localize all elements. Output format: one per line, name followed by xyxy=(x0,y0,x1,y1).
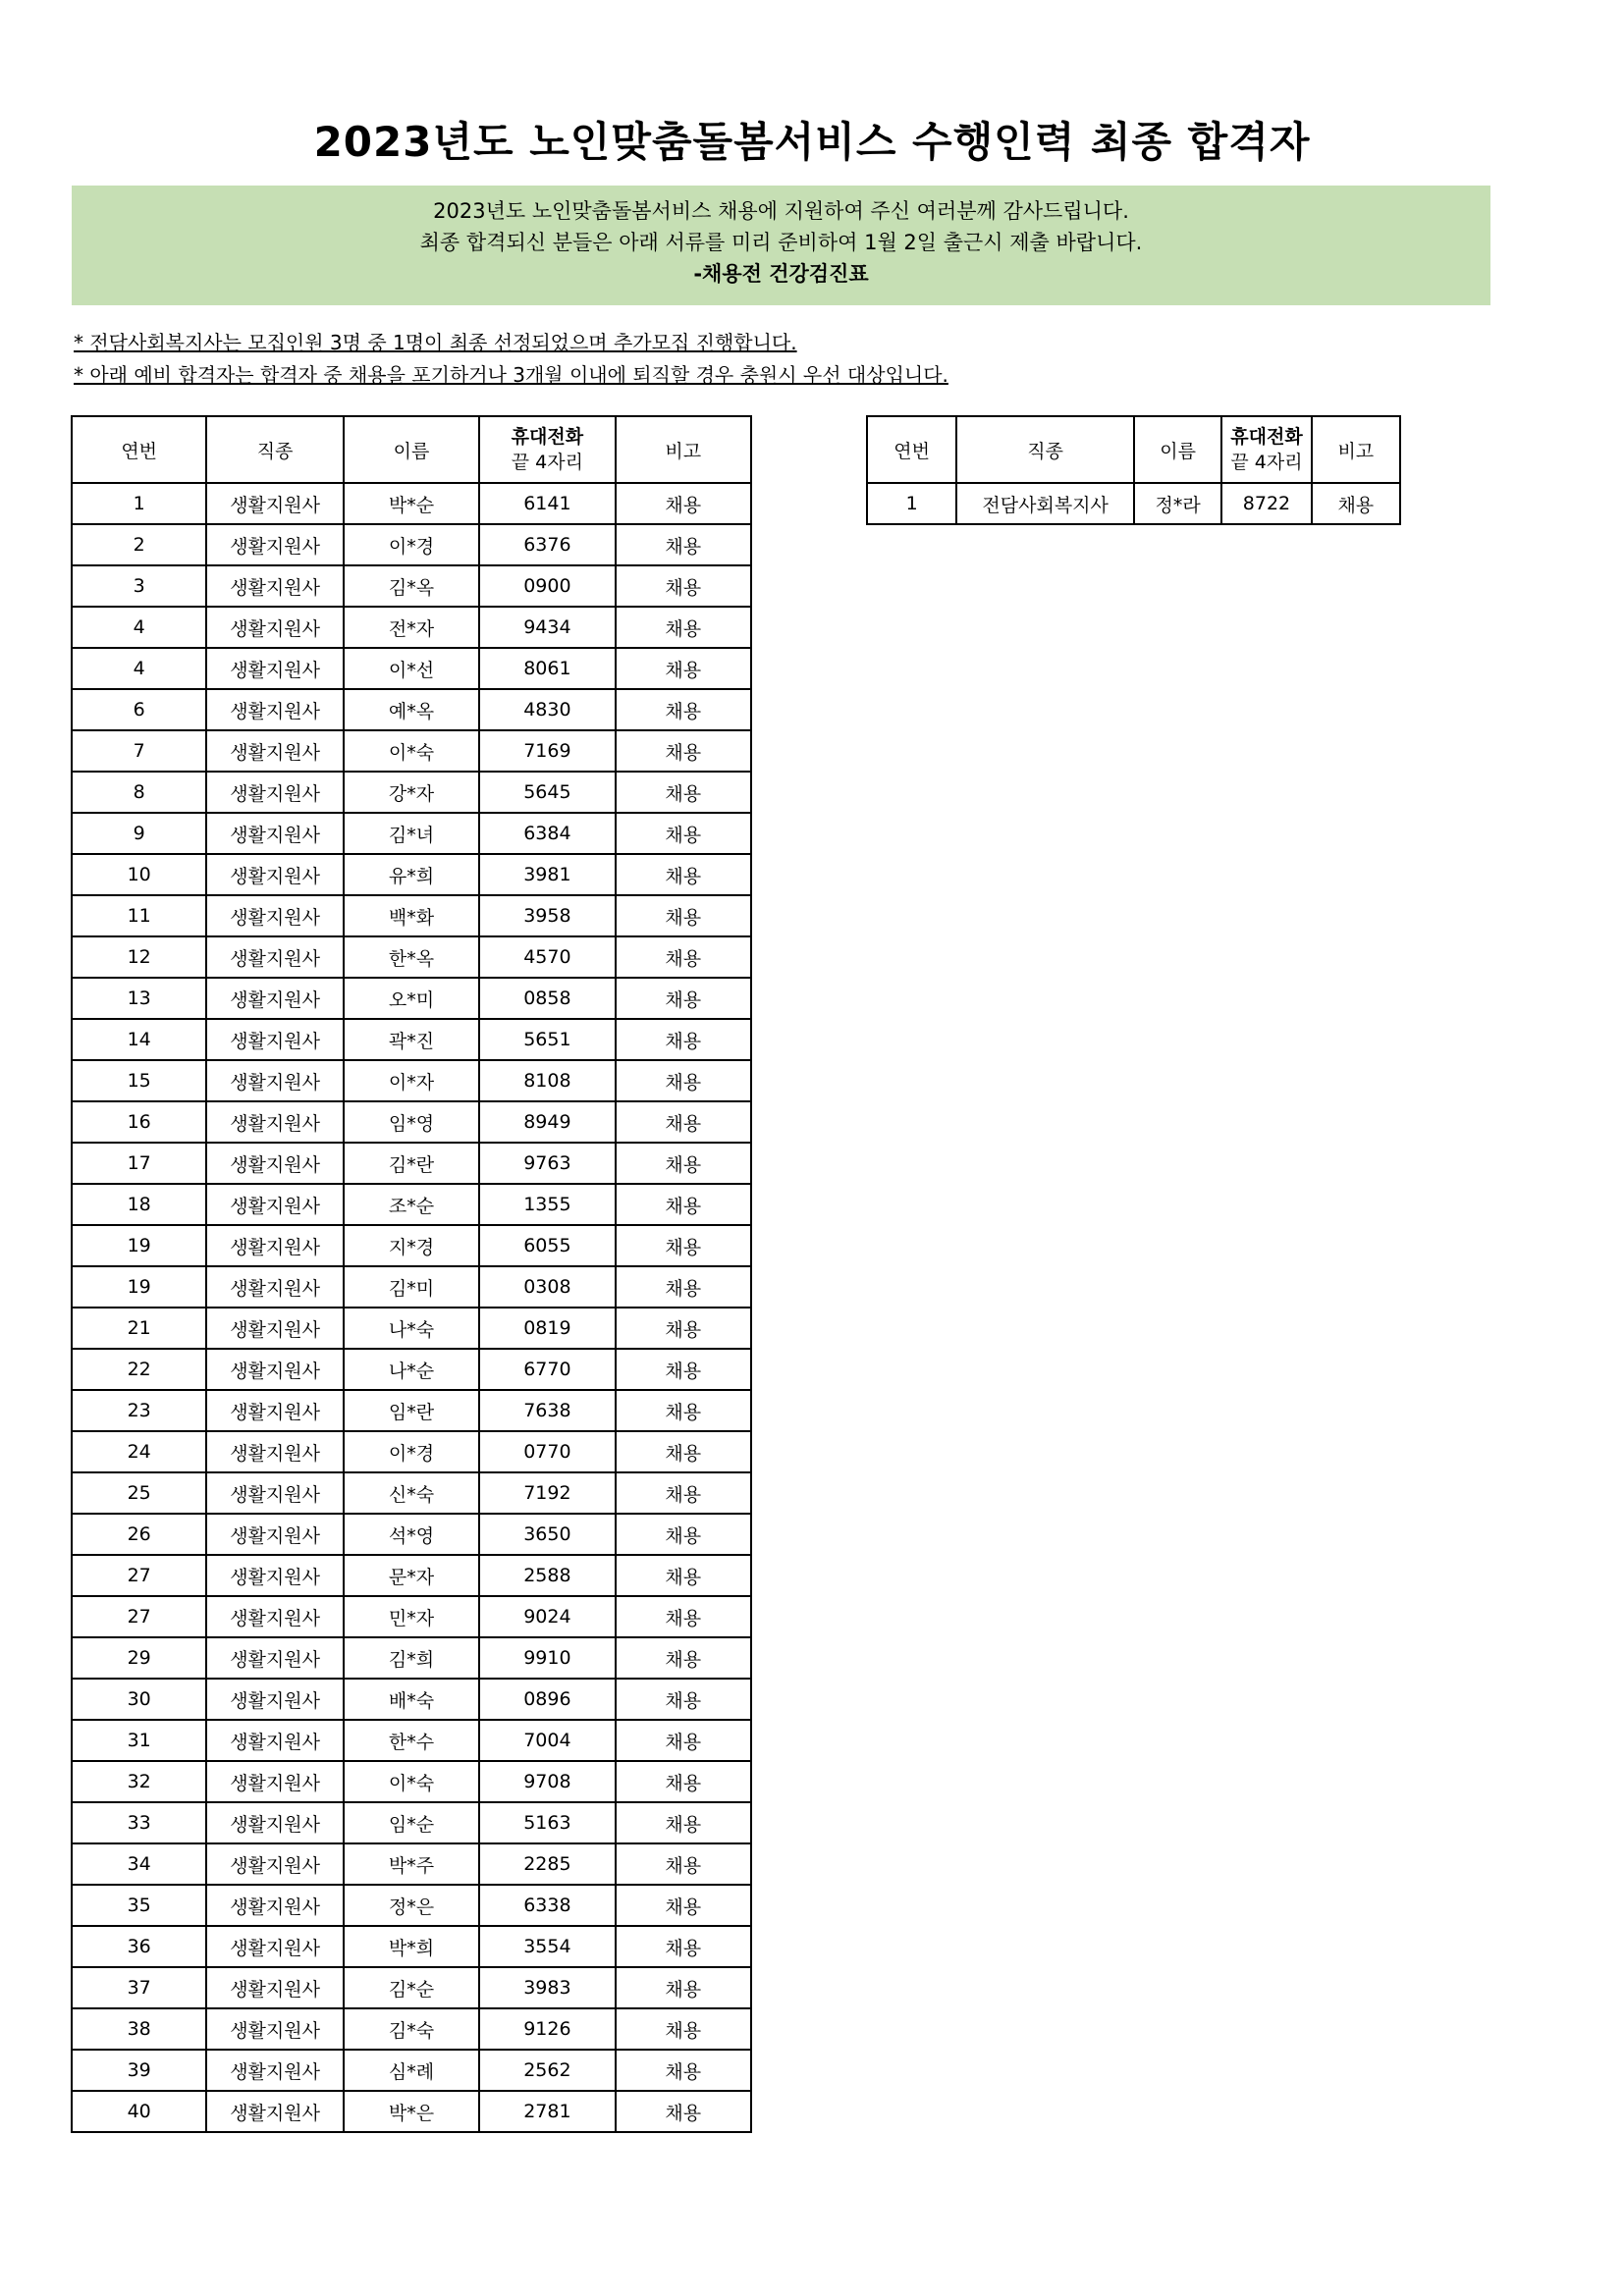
cell-name: 임*영 xyxy=(344,1101,479,1143)
cell-job: 생활지원사 xyxy=(206,1390,343,1431)
cell-phone: 5651 xyxy=(479,1019,615,1060)
cell-name: 문*자 xyxy=(344,1555,479,1596)
cell-no: 22 xyxy=(72,1349,206,1390)
cell-remark: 채용 xyxy=(616,1761,751,1802)
cell-remark: 채용 xyxy=(616,2008,751,2050)
table-row xyxy=(72,2050,751,2091)
cell-remark: 채용 xyxy=(616,607,751,648)
cell-remark: 채용 xyxy=(616,1926,751,1967)
cell-remark: 채용 xyxy=(616,1596,751,1637)
cell-remark: 채용 xyxy=(616,1555,751,1596)
cell-phone: 7192 xyxy=(479,1472,615,1514)
cell-remark: 채용 xyxy=(616,1720,751,1761)
cell-no: 3 xyxy=(72,565,206,607)
cell-no: 34 xyxy=(72,1843,206,1885)
cell-name: 정*라 xyxy=(1134,483,1221,524)
cell-job: 생활지원사 xyxy=(206,2008,343,2050)
cell-no: 1 xyxy=(72,483,206,524)
cell-job: 생활지원사 xyxy=(206,1555,343,1596)
cell-remark: 채용 xyxy=(616,1431,751,1472)
cell-no: 12 xyxy=(72,936,206,978)
cell-no: 21 xyxy=(72,1308,206,1349)
page-title: 2023년도 노인맞춤돌봄서비스 수행인력 최종 합격자 xyxy=(313,118,1311,166)
cell-no: 16 xyxy=(72,1101,206,1143)
cell-name: 이*선 xyxy=(344,648,479,689)
table-row xyxy=(72,648,751,689)
table-row xyxy=(72,936,751,978)
cell-name: 정*은 xyxy=(344,1885,479,1926)
cell-phone: 8108 xyxy=(479,1060,615,1101)
table-row xyxy=(72,1761,751,1802)
side-header-no: 연번 xyxy=(867,416,956,483)
notice-line-3: -채용전 건강검진표 xyxy=(693,262,869,286)
cell-no: 15 xyxy=(72,1060,206,1101)
cell-no: 27 xyxy=(72,1596,206,1637)
cell-no: 4 xyxy=(72,648,206,689)
cell-no: 8 xyxy=(72,772,206,813)
side-header-phone-line1: 휴대전화 xyxy=(1230,426,1303,448)
table-row xyxy=(72,1472,751,1514)
cell-name: 이*경 xyxy=(344,524,479,565)
table-row xyxy=(72,1802,751,1843)
cell-phone: 8722 xyxy=(1221,483,1311,524)
cell-remark: 채용 xyxy=(616,1143,751,1184)
cell-phone: 0819 xyxy=(479,1308,615,1349)
table-row xyxy=(72,1596,751,1637)
cell-name: 곽*진 xyxy=(344,1019,479,1060)
cell-remark: 채용 xyxy=(616,1266,751,1308)
cell-remark: 채용 xyxy=(616,1349,751,1390)
side-header-phone-line2: 끝 4자리 xyxy=(1230,452,1303,473)
side-table-header xyxy=(867,416,1400,483)
cell-job: 생활지원사 xyxy=(206,1431,343,1472)
cell-phone: 4830 xyxy=(479,689,615,730)
header-name: 이름 xyxy=(344,416,479,483)
side-header-name: 이름 xyxy=(1134,416,1221,483)
cell-no: 37 xyxy=(72,1967,206,2008)
cell-remark: 채용 xyxy=(616,1637,751,1679)
cell-phone: 2285 xyxy=(479,1843,615,1885)
cell-job: 생활지원사 xyxy=(206,1184,343,1225)
cell-remark: 채용 xyxy=(616,1060,751,1101)
cell-no: 10 xyxy=(72,854,206,895)
cell-phone: 3554 xyxy=(479,1926,615,1967)
table-row xyxy=(72,689,751,730)
cell-no: 19 xyxy=(72,1266,206,1308)
cell-phone: 7169 xyxy=(479,730,615,772)
cell-phone: 9024 xyxy=(479,1596,615,1637)
cell-remark: 채용 xyxy=(616,730,751,772)
table-row xyxy=(72,1720,751,1761)
cell-job: 생활지원사 xyxy=(206,1926,343,1967)
cell-job: 생활지원사 xyxy=(206,1060,343,1101)
cell-remark: 채용 xyxy=(616,1390,751,1431)
cell-no: 25 xyxy=(72,1472,206,1514)
cell-remark: 채용 xyxy=(616,936,751,978)
cell-job: 생활지원사 xyxy=(206,1143,343,1184)
cell-no: 6 xyxy=(72,689,206,730)
cell-remark: 채용 xyxy=(616,1802,751,1843)
table-row xyxy=(72,730,751,772)
cell-name: 임*순 xyxy=(344,1802,479,1843)
table-row xyxy=(72,1019,751,1060)
table-row xyxy=(72,895,751,936)
cell-phone: 9126 xyxy=(479,2008,615,2050)
table-row xyxy=(72,1308,751,1349)
table-row xyxy=(72,1225,751,1266)
cell-remark: 채용 xyxy=(616,1885,751,1926)
cell-phone: 6770 xyxy=(479,1349,615,1390)
cell-name: 한*옥 xyxy=(344,936,479,978)
cell-job: 생활지원사 xyxy=(206,895,343,936)
cell-name: 박*순 xyxy=(344,483,479,524)
cell-job: 생활지원사 xyxy=(206,524,343,565)
cell-name: 이*자 xyxy=(344,1060,479,1101)
cell-remark: 채용 xyxy=(616,648,751,689)
cell-no: 33 xyxy=(72,1802,206,1843)
table-row xyxy=(72,1143,751,1184)
cell-job: 생활지원사 xyxy=(206,483,343,524)
cell-no: 11 xyxy=(72,895,206,936)
cell-phone: 1355 xyxy=(479,1184,615,1225)
cell-name: 유*희 xyxy=(344,854,479,895)
cell-name: 배*숙 xyxy=(344,1679,479,1720)
cell-name: 김*숙 xyxy=(344,2008,479,2050)
table-row xyxy=(72,1843,751,1885)
cell-name: 오*미 xyxy=(344,978,479,1019)
main-table-header xyxy=(72,416,751,483)
cell-remark: 채용 xyxy=(616,1019,751,1060)
table-row xyxy=(72,2091,751,2132)
cell-no: 17 xyxy=(72,1143,206,1184)
cell-name: 나*숙 xyxy=(344,1308,479,1349)
table-row xyxy=(72,2008,751,2050)
cell-phone: 3983 xyxy=(479,1967,615,2008)
cell-remark: 채용 xyxy=(616,524,751,565)
cell-phone: 7004 xyxy=(479,1720,615,1761)
cell-no: 26 xyxy=(72,1514,206,1555)
cell-job: 생활지원사 xyxy=(206,936,343,978)
cell-remark: 채용 xyxy=(616,2050,751,2091)
cell-job: 생활지원사 xyxy=(206,772,343,813)
table-row xyxy=(72,772,751,813)
table-row xyxy=(72,1431,751,1472)
header-phone-line2: 끝 4자리 xyxy=(511,452,583,473)
table-row xyxy=(72,1101,751,1143)
cell-no: 19 xyxy=(72,1225,206,1266)
cell-remark: 채용 xyxy=(616,1472,751,1514)
header-phone xyxy=(479,416,615,483)
cell-remark: 채용 xyxy=(616,1679,751,1720)
cell-phone: 0896 xyxy=(479,1679,615,1720)
note-1: * 전담사회복지사는 모집인원 3명 중 1명이 최종 선정되었으며 추가모집 진행합니다. xyxy=(74,331,797,354)
cell-no: 40 xyxy=(72,2091,206,2132)
table-row xyxy=(72,1184,751,1225)
cell-no: 29 xyxy=(72,1637,206,1679)
table-row xyxy=(72,1349,751,1390)
cell-no: 13 xyxy=(72,978,206,1019)
cell-phone: 8061 xyxy=(479,648,615,689)
cell-job: 생활지원사 xyxy=(206,2091,343,2132)
cell-job: 생활지원사 xyxy=(206,813,343,854)
cell-job: 생활지원사 xyxy=(206,730,343,772)
table-row xyxy=(72,978,751,1019)
cell-remark: 채용 xyxy=(616,854,751,895)
cell-phone: 5645 xyxy=(479,772,615,813)
cell-remark: 채용 xyxy=(616,1967,751,2008)
notice-box xyxy=(72,186,1490,305)
cell-name: 지*경 xyxy=(344,1225,479,1266)
cell-no: 23 xyxy=(72,1390,206,1431)
cell-remark: 채용 xyxy=(616,1514,751,1555)
cell-phone: 0308 xyxy=(479,1266,615,1308)
cell-phone: 3981 xyxy=(479,854,615,895)
cell-name: 신*숙 xyxy=(344,1472,479,1514)
cell-name: 이*숙 xyxy=(344,730,479,772)
cell-name: 조*순 xyxy=(344,1184,479,1225)
cell-phone: 2588 xyxy=(479,1555,615,1596)
cell-no: 31 xyxy=(72,1720,206,1761)
cell-remark: 채용 xyxy=(616,978,751,1019)
cell-name: 김*미 xyxy=(344,1266,479,1308)
main-table-body xyxy=(72,483,751,2132)
cell-phone: 6055 xyxy=(479,1225,615,1266)
table-row xyxy=(72,1926,751,1967)
cell-name: 이*경 xyxy=(344,1431,479,1472)
cell-remark: 채용 xyxy=(616,1308,751,1349)
cell-name: 석*영 xyxy=(344,1514,479,1555)
cell-phone: 5163 xyxy=(479,1802,615,1843)
cell-job: 생활지원사 xyxy=(206,1266,343,1308)
side-table xyxy=(866,415,1401,525)
table-row xyxy=(72,1679,751,1720)
cell-job: 생활지원사 xyxy=(206,1308,343,1349)
cell-no: 24 xyxy=(72,1431,206,1472)
cell-name: 나*순 xyxy=(344,1349,479,1390)
table-row xyxy=(867,483,1400,524)
cell-job: 생활지원사 xyxy=(206,1967,343,2008)
cell-job: 생활지원사 xyxy=(206,1349,343,1390)
table-row xyxy=(72,1266,751,1308)
cell-name: 임*란 xyxy=(344,1390,479,1431)
cell-name: 박*은 xyxy=(344,2091,479,2132)
cell-name: 김*녀 xyxy=(344,813,479,854)
cell-name: 김*란 xyxy=(344,1143,479,1184)
side-header-remark: 비고 xyxy=(1312,416,1400,483)
cell-remark: 채용 xyxy=(616,2091,751,2132)
cell-job: 생활지원사 xyxy=(206,1514,343,1555)
table-row xyxy=(72,1390,751,1431)
cell-remark: 채용 xyxy=(616,565,751,607)
cell-no: 18 xyxy=(72,1184,206,1225)
cell-job: 생활지원사 xyxy=(206,1472,343,1514)
cell-job: 생활지원사 xyxy=(206,1019,343,1060)
cell-phone: 6141 xyxy=(479,483,615,524)
side-header-job: 직종 xyxy=(956,416,1134,483)
cell-no: 9 xyxy=(72,813,206,854)
cell-job: 생활지원사 xyxy=(206,854,343,895)
table-row xyxy=(72,524,751,565)
cell-phone: 9763 xyxy=(479,1143,615,1184)
cell-no: 38 xyxy=(72,2008,206,2050)
cell-job: 생활지원사 xyxy=(206,565,343,607)
cell-name: 한*수 xyxy=(344,1720,479,1761)
table-row xyxy=(72,1514,751,1555)
table-row xyxy=(72,1060,751,1101)
header-no: 연번 xyxy=(72,416,206,483)
cell-job: 전담사회복지사 xyxy=(956,483,1134,524)
cell-remark: 채용 xyxy=(616,1184,751,1225)
cell-job: 생활지원사 xyxy=(206,1802,343,1843)
cell-phone: 9708 xyxy=(479,1761,615,1802)
cell-job: 생활지원사 xyxy=(206,1843,343,1885)
table-row xyxy=(72,1885,751,1926)
cell-remark: 채용 xyxy=(616,772,751,813)
cell-no: 1 xyxy=(867,483,956,524)
side-table-body xyxy=(867,483,1400,524)
cell-name: 민*자 xyxy=(344,1596,479,1637)
cell-name: 박*희 xyxy=(344,1926,479,1967)
cell-phone: 6384 xyxy=(479,813,615,854)
cell-job: 생활지원사 xyxy=(206,1101,343,1143)
main-table xyxy=(71,415,752,2133)
cell-name: 예*옥 xyxy=(344,689,479,730)
cell-phone: 2781 xyxy=(479,2091,615,2132)
header-remark: 비고 xyxy=(616,416,751,483)
cell-remark: 채용 xyxy=(616,1101,751,1143)
notice-line-2: 최종 합격되신 분들은 아래 서류를 미리 준비하여 1월 2일 출근시 제출 바랍니다. xyxy=(419,231,1143,254)
cell-phone: 2562 xyxy=(479,2050,615,2091)
cell-name: 김*희 xyxy=(344,1637,479,1679)
table-row xyxy=(72,607,751,648)
cell-no: 32 xyxy=(72,1761,206,1802)
cell-remark: 채용 xyxy=(1312,483,1400,524)
side-header-phone xyxy=(1221,416,1311,483)
cell-name: 김*옥 xyxy=(344,565,479,607)
table-row xyxy=(72,854,751,895)
table-row xyxy=(72,1637,751,1679)
cell-no: 2 xyxy=(72,524,206,565)
cell-phone: 8949 xyxy=(479,1101,615,1143)
cell-job: 생활지원사 xyxy=(206,1637,343,1679)
cell-phone: 3650 xyxy=(479,1514,615,1555)
cell-no: 4 xyxy=(72,607,206,648)
cell-remark: 채용 xyxy=(616,689,751,730)
cell-phone: 3958 xyxy=(479,895,615,936)
cell-name: 전*자 xyxy=(344,607,479,648)
cell-name: 백*화 xyxy=(344,895,479,936)
cell-phone: 0770 xyxy=(479,1431,615,1472)
cell-phone: 4570 xyxy=(479,936,615,978)
cell-job: 생활지원사 xyxy=(206,648,343,689)
cell-name: 이*숙 xyxy=(344,1761,479,1802)
cell-phone: 9910 xyxy=(479,1637,615,1679)
cell-remark: 채용 xyxy=(616,1225,751,1266)
cell-phone: 6376 xyxy=(479,524,615,565)
table-row xyxy=(72,1555,751,1596)
cell-remark: 채용 xyxy=(616,483,751,524)
notice-line-1: 2023년도 노인맞춤돌봄서비스 채용에 지원하여 주신 여러분께 감사드립니다. xyxy=(433,199,1129,223)
table-row xyxy=(72,483,751,524)
cell-remark: 채용 xyxy=(616,895,751,936)
cell-job: 생활지원사 xyxy=(206,1885,343,1926)
cell-name: 심*례 xyxy=(344,2050,479,2091)
cell-phone: 0858 xyxy=(479,978,615,1019)
cell-phone: 9434 xyxy=(479,607,615,648)
cell-phone: 0900 xyxy=(479,565,615,607)
cell-remark: 채용 xyxy=(616,1843,751,1885)
cell-job: 생활지원사 xyxy=(206,1761,343,1802)
cell-job: 생활지원사 xyxy=(206,978,343,1019)
cell-no: 7 xyxy=(72,730,206,772)
note-2: * 아래 예비 합격자는 합격자 중 채용을 포기하거나 3개월 이내에 퇴직할 경우 충원시 우선 대상입니다. xyxy=(74,363,948,387)
table-row xyxy=(72,813,751,854)
cell-job: 생활지원사 xyxy=(206,1679,343,1720)
cell-no: 30 xyxy=(72,1679,206,1720)
cell-name: 박*주 xyxy=(344,1843,479,1885)
cell-job: 생활지원사 xyxy=(206,1596,343,1637)
cell-no: 35 xyxy=(72,1885,206,1926)
table-row xyxy=(72,565,751,607)
cell-job: 생활지원사 xyxy=(206,1225,343,1266)
cell-no: 39 xyxy=(72,2050,206,2091)
cell-remark: 채용 xyxy=(616,813,751,854)
cell-job: 생활지원사 xyxy=(206,2050,343,2091)
cell-no: 14 xyxy=(72,1019,206,1060)
cell-phone: 6338 xyxy=(479,1885,615,1926)
cell-job: 생활지원사 xyxy=(206,689,343,730)
header-phone-line1: 휴대전화 xyxy=(511,426,584,448)
table-row xyxy=(72,1967,751,2008)
cell-no: 27 xyxy=(72,1555,206,1596)
cell-name: 강*자 xyxy=(344,772,479,813)
cell-phone: 7638 xyxy=(479,1390,615,1431)
cell-name: 김*순 xyxy=(344,1967,479,2008)
header-job: 직종 xyxy=(206,416,343,483)
cell-no: 36 xyxy=(72,1926,206,1967)
cell-job: 생활지원사 xyxy=(206,607,343,648)
cell-job: 생활지원사 xyxy=(206,1720,343,1761)
